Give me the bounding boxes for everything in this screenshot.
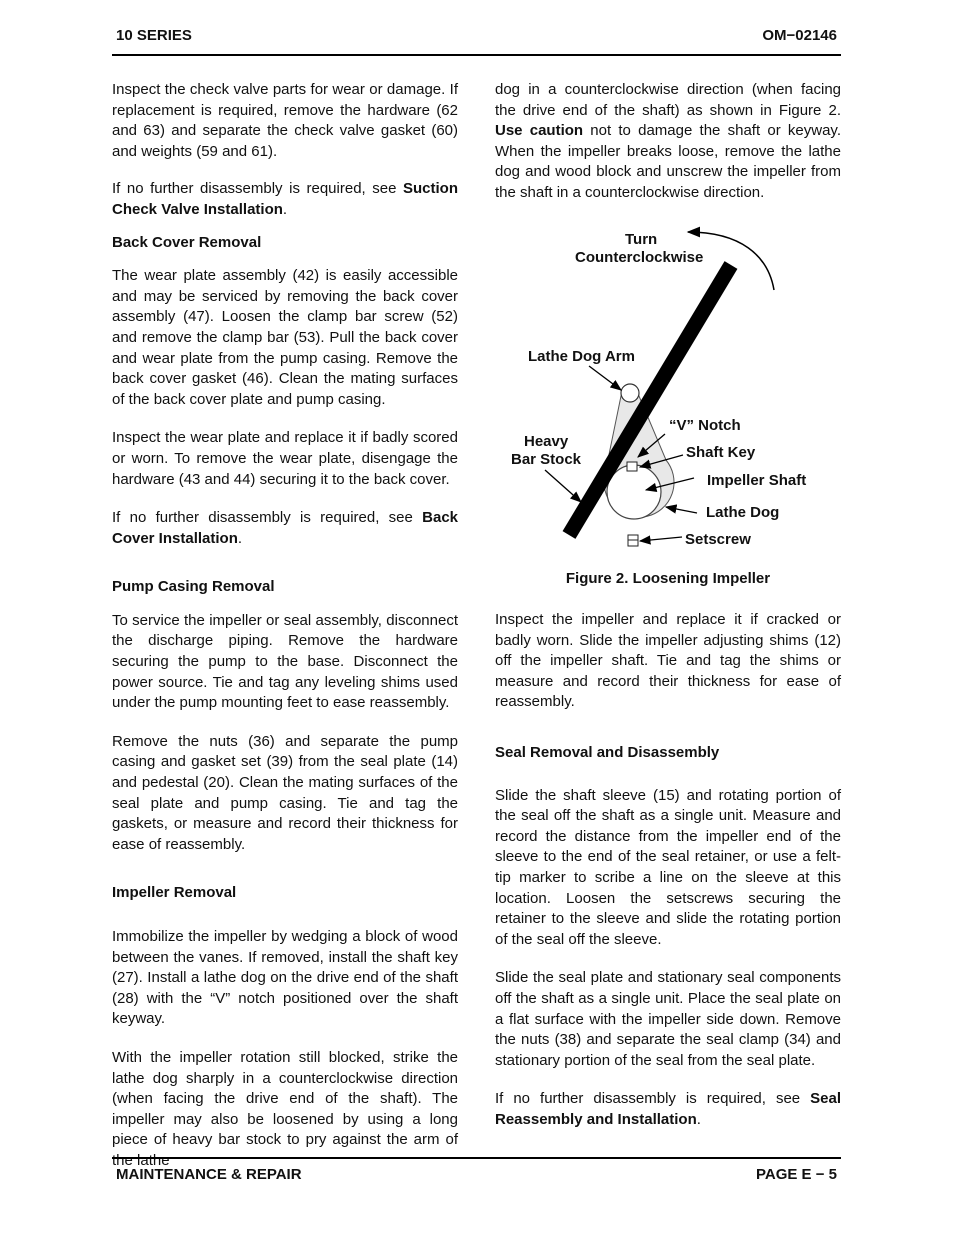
- label-setscrew: Setscrew: [685, 531, 751, 548]
- section-heading: Back Cover Removal: [112, 233, 262, 251]
- footer-section: MAINTENANCE & REPAIR: [116, 1166, 302, 1183]
- header-series: 10 SERIES: [116, 27, 192, 44]
- paragraph: Slide the seal plate and stationary seal components off the shaft as a single unit. Place the seal plate on a flat surface with the impeller side down. Remove the nuts (38) and separate the seal clamp (34) and stationary portion of the seal from the seal plate.: [495, 969, 841, 1069]
- cross-reference: Suction Check Valve Installation: [112, 180, 458, 218]
- paragraph: If no further disassembly is required, see Suction Check Valve Installation.: [112, 180, 458, 218]
- paragraph: To service the impeller or seal assembly, disconnect the discharge piping. Remove the hardware securing the pump to the base. Disconnect the power source. Tie and tag any leveling shims used under the pump mounting feet to ease reassembly.: [112, 611, 458, 712]
- paragraph: Slide the shaft sleeve (15) and rotating portion of the seal off the shaft as a single unit. Measure and record the distance from the impeller end of the sleeve to the end of the seal retainer, or use a felt-tip marker to scribe a line on the sleeve at this location. Loosen the setscrews securing the retainer to the sleeve and slide the rotating portion of the seal off the sleeve.: [495, 786, 841, 948]
- paragraph: Immobilize the impeller by wedging a block of wood between the vanes. If removed, install the shaft key (27). Install a lathe dog on the drive end of the shaft (28) with the “V” notch positioned over the shaft keyway.: [112, 928, 458, 1028]
- paragraph: Inspect the check valve parts for wear or damage. If replacement is required, remove the hardware (62 and 63) and separate the check valve gasket (60) and weights (59 and 61).: [112, 81, 458, 160]
- paragraph: If no further disassembly is required, see Back Cover Installation.: [112, 509, 458, 547]
- section-heading: Impeller Removal: [112, 884, 237, 902]
- label-impeller-shaft: Impeller Shaft: [707, 472, 807, 489]
- leader-lathe-dog-arm: [589, 366, 621, 390]
- paragraph: Inspect the impeller and replace it if cracked or badly worn. Slide the impeller adjusting shims (12) off the impeller shaft. Tie and tag the shims or measure and record their thickness for ease of reassembly.: [495, 611, 841, 711]
- label-lathe-dog: Lathe Dog: [706, 504, 780, 521]
- paragraph: Remove the nuts (36) and separate the pump casing and gasket set (39) from the seal plate (14) and pedestal (20). Clean the mating surfaces of the seal plate and pump casing. Tie and tag the gaskets, or measure and record their thickness for ease of reassembly.: [112, 732, 458, 853]
- paragraph: dog in a counterclockwise direction (when facing the drive end of the shaft) as shown in Figure 2. Use caution not to damage the shaft or keyway. When the impeller breaks loose, remove the lathe dog and wood block and unscrew the impeller from the shaft in a counterclockwise direction.: [495, 81, 841, 201]
- label-shaft-key: Shaft Key: [686, 444, 756, 461]
- paragraph: If no further disassembly is required, see Seal Reassembly and Installation.: [495, 1090, 841, 1128]
- label-lathe-dog-arm: Lathe Dog Arm: [528, 348, 635, 365]
- paragraph: Inspect the wear plate and replace it if badly scored or worn. To remove the wear plate, disengage the hardware (43 and 44) securing it to the back cover.: [112, 429, 458, 488]
- figure-caption: Figure 2. Loosening Impeller: [565, 570, 771, 587]
- label-v-notch: “V” Notch: [669, 417, 741, 434]
- footer-rule: [112, 1157, 841, 1159]
- right-column-lower: [495, 610, 841, 1130]
- label-heavy: Heavy: [524, 433, 569, 450]
- lathe-dog-arm: [621, 384, 639, 402]
- label-bar-stock: Bar Stock: [511, 451, 582, 468]
- paragraph: The wear plate assembly (42) is easily accessible and may be serviced by removing the back cover assembly (47). Loosen the clamp bar screw (52) and remove the clamp bar (53). Pull the back cover and wear plate from the pump casing. Remove the back cover gasket (46). Clean the mating surfaces of the back cover plate and pump casing.: [112, 267, 458, 408]
- section-heading: Seal Removal and Disassembly: [495, 743, 720, 761]
- leader-heavy-bar-stock: [545, 470, 581, 502]
- leader-lathe-dog: [666, 507, 697, 513]
- section-heading: Pump Casing Removal: [112, 578, 275, 596]
- paragraph: With the impeller rotation still blocked, strike the lathe dog sharply in a counterclockwise direction (when facing the drive end of the shaft). The impeller may also be loosened by using a long piece of heavy bar stock to pry against the arm of the lathe: [112, 1048, 458, 1169]
- label-turn: Turn: [625, 231, 658, 248]
- header-doc-number: OM−02146: [762, 27, 837, 44]
- footer-page-number: PAGE E − 5: [755, 1166, 837, 1183]
- label-counterclockwise: Counterclockwise: [575, 249, 704, 266]
- caution-text: Use caution: [495, 122, 584, 140]
- cross-reference: Seal Reassembly and Installation: [495, 1090, 841, 1128]
- shaft-key: [627, 462, 637, 471]
- cross-reference: Back Cover Installation: [112, 509, 458, 547]
- impeller-shaft: [607, 465, 661, 519]
- leader-setscrew: [640, 537, 682, 541]
